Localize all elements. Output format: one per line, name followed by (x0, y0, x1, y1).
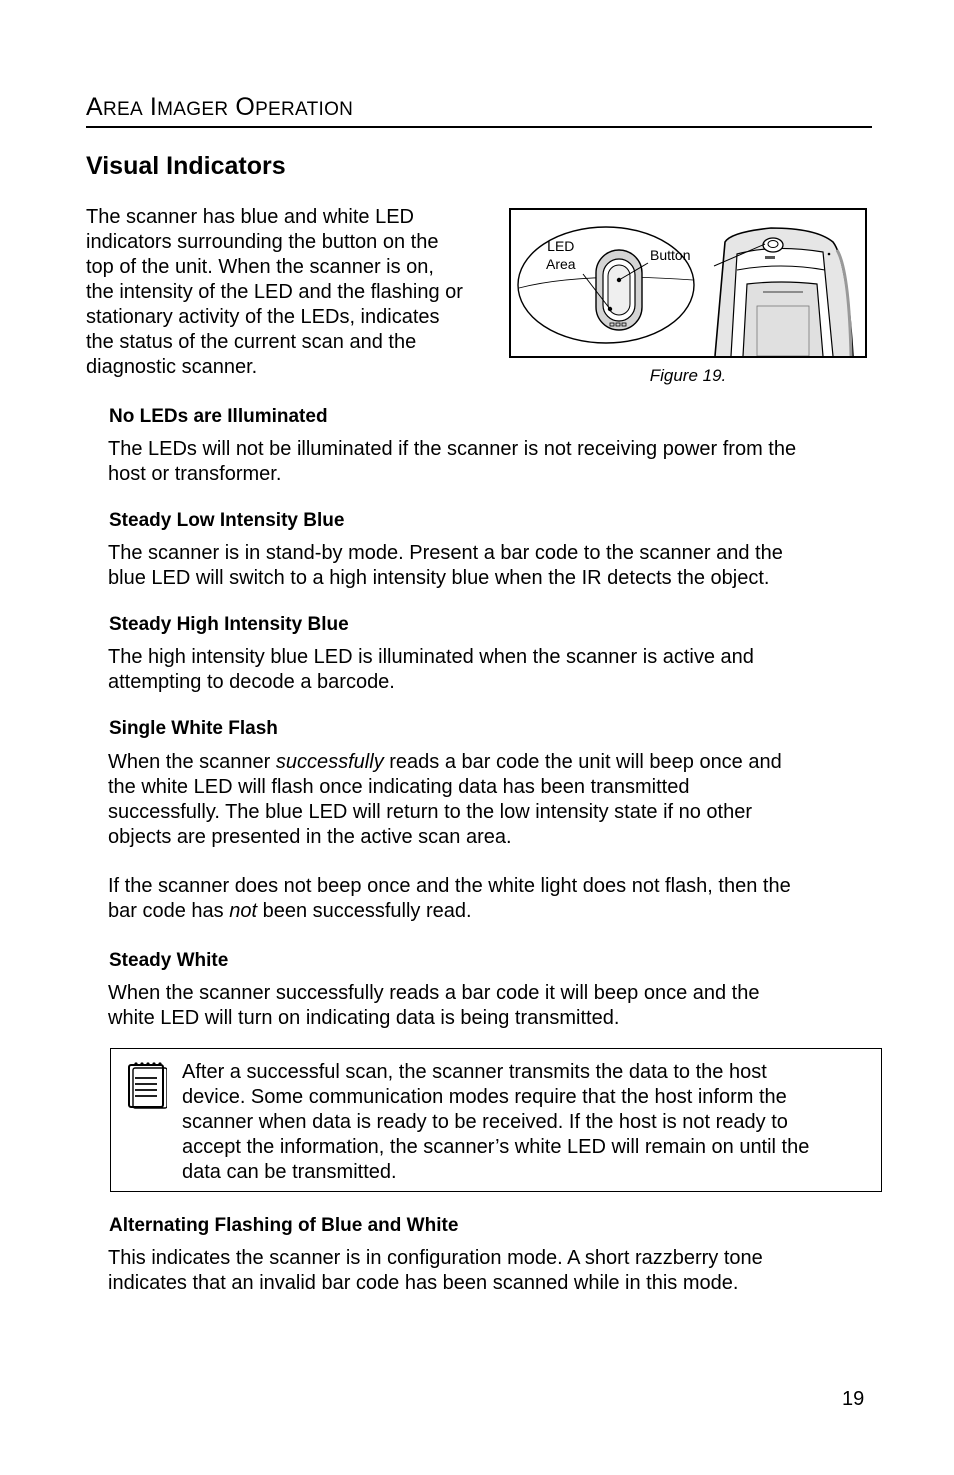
heading-single-white-flash: Single White Flash (109, 718, 278, 739)
intro-paragraph: The scanner has blue and white LED indicators surrounding the button on the top of the unit. When the scanner is on, the intensity of the LED and the flashing or stationary activity of the LEDs, indicates the status of the current scan and the diagnostic scanner. (86, 206, 463, 378)
note-box (110, 1048, 882, 1192)
heading-steady-white: Steady White (109, 950, 229, 971)
para-single-white-flash: When the scanner successfully reads a bar code the unit will beep once and the white LED will flash once indicating data has been transmitted successfully. The blue LED will return to the low intensity state if no other objects are presented in the active scan area. (108, 751, 782, 848)
para-steady-high-blue: The high intensity blue LED is illuminated when the scanner is active and attempting to decode a barcode. (108, 646, 754, 693)
figure-caption: Figure 19. (649, 366, 727, 385)
led-area-label: LED Area (546, 238, 576, 272)
para-alternating: This indicates the scanner is in configuration mode. A short razzberry tone indicates that an invalid bar code has been scanned while in this mode. (108, 1247, 763, 1294)
heading-no-leds: No LEDs are Illuminated (109, 406, 328, 427)
para-steady-low-blue: The scanner is in stand-by mode. Present a bar code to the scanner and the blue LED will switch to a high intensity blue when the IR detects the object. (108, 542, 783, 589)
section-title: Visual Indicators (86, 152, 286, 180)
page-number: 19 (842, 1388, 865, 1410)
heading-alternating: Alternating Flashing of Blue and White (109, 1215, 459, 1236)
para-single-white-flash-note: If the scanner does not beep once and the white light does not flash, then the bar code has not been successfully read. (108, 875, 791, 922)
note-icon (127, 1061, 167, 1114)
page-header (86, 92, 872, 128)
para-no-leds: The LEDs will not be illuminated if the scanner is not receiving power from the host or transformer. (108, 438, 797, 485)
scanner-illustration (511, 210, 865, 356)
note-text: After a successful scan, the scanner transmits the data to the host device. Some communication modes require that the host inform the scanner when data is ready to be received. If the host is not ready to accept the information, the scanner’s white LED will remain on until the data can be transmitted. (182, 1061, 810, 1183)
heading-steady-low-blue: Steady Low Intensity Blue (109, 510, 345, 531)
para-steady-white: When the scanner successfully reads a bar code it will beep once and the white LED will turn on indicating data is being transmitted. (108, 982, 760, 1029)
heading-steady-high-blue: Steady High Intensity Blue (109, 614, 349, 635)
button-label: Button (650, 247, 691, 263)
scanner-figure (509, 208, 867, 358)
chapter-title: AREA IMAGER OPERATION (86, 93, 354, 121)
